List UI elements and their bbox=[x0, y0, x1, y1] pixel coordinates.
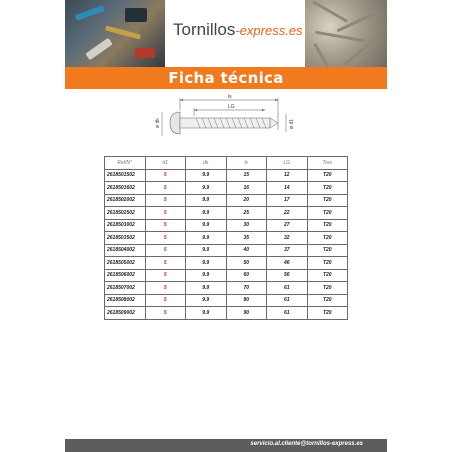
table-cell: 90 bbox=[226, 307, 267, 320]
table-cell: 40 bbox=[226, 244, 267, 257]
table-cell: 12 bbox=[267, 169, 308, 182]
table-cell: 2618503502 bbox=[105, 232, 146, 245]
table-row bbox=[105, 282, 348, 295]
table-cell: 2618501602 bbox=[105, 182, 146, 195]
table-cell: 5 bbox=[145, 207, 186, 220]
table-cell: T20 bbox=[307, 194, 348, 207]
table-cell: 5 bbox=[145, 182, 186, 195]
header-lg: LG bbox=[267, 157, 308, 170]
header-d1: d1 bbox=[145, 157, 186, 170]
table-cell: 27 bbox=[267, 219, 308, 232]
header-torx: Torx bbox=[307, 157, 348, 170]
spec-table bbox=[104, 156, 348, 320]
header-photo-screws bbox=[305, 0, 387, 67]
table-cell: 25 bbox=[226, 207, 267, 220]
table-cell: 9.9 bbox=[186, 257, 227, 270]
table-cell: T20 bbox=[307, 244, 348, 257]
table-cell: T20 bbox=[307, 282, 348, 295]
table-cell: 5 bbox=[145, 232, 186, 245]
table-cell: 15 bbox=[226, 169, 267, 182]
table-cell: 5 bbox=[145, 244, 186, 257]
table-cell: 9.9 bbox=[186, 232, 227, 245]
diagram-label-dk: ø dk bbox=[155, 118, 161, 128]
header bbox=[65, 0, 387, 67]
header-dk: dk bbox=[186, 157, 227, 170]
table-cell: 37 bbox=[267, 244, 308, 257]
table-cell: 50 bbox=[226, 257, 267, 270]
diagram-label-lg: LG bbox=[228, 104, 235, 110]
table-row bbox=[105, 169, 348, 182]
table-cell: 61 bbox=[267, 282, 308, 295]
table-cell: 9.9 bbox=[186, 307, 227, 320]
table-cell: 61 bbox=[267, 307, 308, 320]
table-row bbox=[105, 269, 348, 282]
table-cell: T20 bbox=[307, 207, 348, 220]
brand-logo bbox=[173, 20, 303, 40]
table-cell: 9.9 bbox=[186, 169, 227, 182]
table-row bbox=[105, 232, 348, 245]
table-cell: 2618504002 bbox=[105, 244, 146, 257]
table-cell: 22 bbox=[267, 207, 308, 220]
table-cell: T20 bbox=[307, 169, 348, 182]
table-cell: 5 bbox=[145, 194, 186, 207]
table-cell: T20 bbox=[307, 307, 348, 320]
table-cell: 61 bbox=[267, 294, 308, 307]
table-row bbox=[105, 219, 348, 232]
table-cell: 5 bbox=[145, 307, 186, 320]
table-cell: 9.9 bbox=[186, 194, 227, 207]
table-cell: 9.9 bbox=[186, 269, 227, 282]
table-cell: 46 bbox=[267, 257, 308, 270]
table-cell: T20 bbox=[307, 232, 348, 245]
table-cell: 35 bbox=[226, 232, 267, 245]
table-cell: 2618502502 bbox=[105, 207, 146, 220]
header-ref: Ref/N° bbox=[105, 157, 146, 170]
table-cell: 56 bbox=[267, 269, 308, 282]
contact-email: servicio.al.cliente@tornillos-express.es bbox=[250, 441, 363, 447]
header-ls: ls bbox=[226, 157, 267, 170]
table-cell: 2618507002 bbox=[105, 282, 146, 295]
header-photo-tools bbox=[65, 0, 165, 67]
table-cell: 9.9 bbox=[186, 294, 227, 307]
table-cell: 17 bbox=[267, 194, 308, 207]
table-row bbox=[105, 294, 348, 307]
table-cell: 16 bbox=[226, 182, 267, 195]
title-banner bbox=[65, 67, 387, 89]
table-cell: T20 bbox=[307, 219, 348, 232]
table-cell: 30 bbox=[226, 219, 267, 232]
table-cell: 2618503002 bbox=[105, 219, 146, 232]
table-row bbox=[105, 207, 348, 220]
table-cell: 2618509002 bbox=[105, 307, 146, 320]
table-cell: 2618508002 bbox=[105, 294, 146, 307]
table-cell: 5 bbox=[145, 282, 186, 295]
table-row bbox=[105, 257, 348, 270]
table-row bbox=[105, 194, 348, 207]
table-cell: 5 bbox=[145, 169, 186, 182]
table-row bbox=[105, 182, 348, 195]
table-cell: 9.9 bbox=[186, 244, 227, 257]
spec-table-header-row bbox=[105, 157, 348, 170]
table-cell: 5 bbox=[145, 257, 186, 270]
table-cell: 9.9 bbox=[186, 282, 227, 295]
table-cell: 5 bbox=[145, 269, 186, 282]
table-cell: 5 bbox=[145, 219, 186, 232]
table-cell: 2618502002 bbox=[105, 194, 146, 207]
table-cell: 2618506002 bbox=[105, 269, 146, 282]
brand-name-main: Tornillos bbox=[173, 20, 236, 39]
table-cell: 20 bbox=[226, 194, 267, 207]
table-cell: T20 bbox=[307, 182, 348, 195]
diagram-label-ls: ls bbox=[228, 94, 232, 100]
table-cell: 60 bbox=[226, 269, 267, 282]
table-cell: 2618501502 bbox=[105, 169, 146, 182]
diagram-label-d1: ø d1 bbox=[289, 118, 295, 129]
table-cell: 9.9 bbox=[186, 219, 227, 232]
table-cell: 9.9 bbox=[186, 182, 227, 195]
table-cell: 14 bbox=[267, 182, 308, 195]
table-cell: 2618505002 bbox=[105, 257, 146, 270]
table-cell: 70 bbox=[226, 282, 267, 295]
brand-name-accent: -express.es bbox=[235, 23, 303, 38]
table-cell: 80 bbox=[226, 294, 267, 307]
screw-diagram bbox=[150, 90, 300, 150]
table-cell: T20 bbox=[307, 257, 348, 270]
table-cell: 32 bbox=[267, 232, 308, 245]
table-row bbox=[105, 307, 348, 320]
table-cell: T20 bbox=[307, 294, 348, 307]
table-row bbox=[105, 244, 348, 257]
table-cell: 5 bbox=[145, 294, 186, 307]
footer bbox=[65, 439, 387, 452]
spec-table-body bbox=[105, 169, 348, 319]
table-cell: 9.9 bbox=[186, 207, 227, 220]
page-title: Ficha técnica bbox=[168, 69, 284, 87]
table-cell: T20 bbox=[307, 269, 348, 282]
